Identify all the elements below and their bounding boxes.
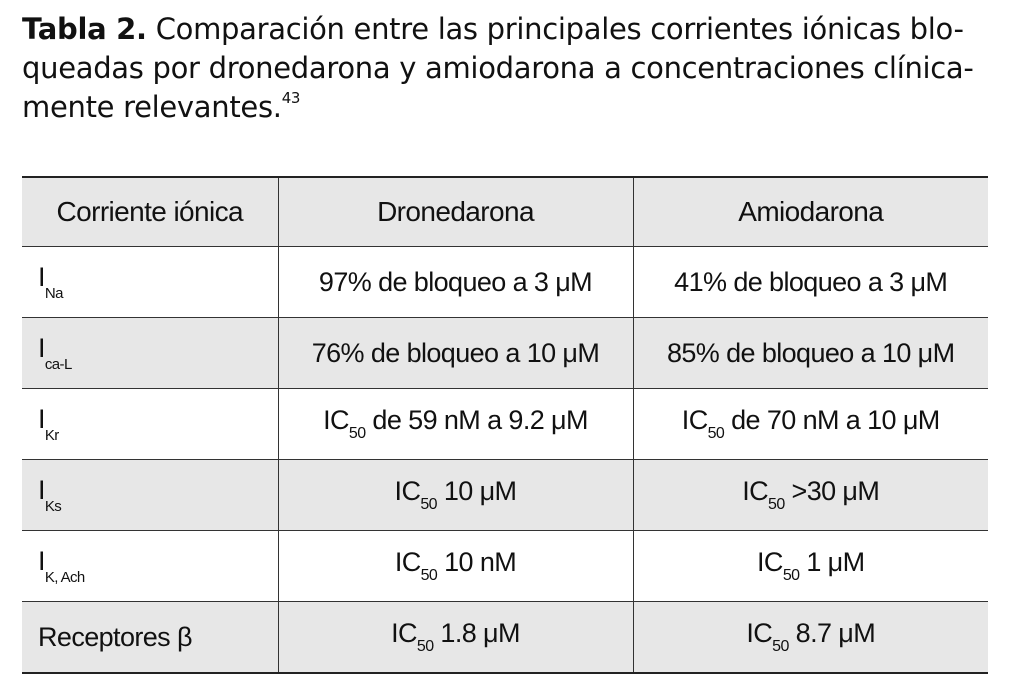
ic-label: IC	[394, 547, 421, 577]
value-text: 76% de bloqueo a 10 μM	[311, 337, 600, 368]
cell-amiodarona	[633, 531, 988, 602]
cell-dronedarona	[278, 602, 633, 674]
table-row	[22, 531, 988, 602]
current-subscript: K, Ach	[44, 569, 85, 586]
ic-subscript: 50	[772, 638, 789, 655]
cell-dronedarona	[278, 389, 633, 460]
value-text: 8.7 μM	[788, 618, 876, 648]
cell-amiodarona	[633, 247, 988, 318]
ic-label: IC	[394, 476, 421, 506]
ic-label: IC	[757, 547, 783, 577]
ic-label: IC	[681, 405, 708, 435]
table-caption	[22, 10, 1002, 127]
cell-dronedarona	[278, 318, 633, 389]
ic-label: IC	[391, 618, 417, 648]
value-text: de 70 nM a 10 μM	[724, 405, 940, 435]
ic-subscript: 50	[768, 496, 785, 513]
table-row	[22, 389, 988, 460]
ic-subscript: 50	[420, 567, 438, 584]
value-text: 41% de bloqueo a 3 μM	[674, 266, 948, 297]
ic-label: IC	[742, 476, 769, 506]
cell-corriente	[22, 531, 278, 602]
ic-subscript: 50	[420, 496, 437, 513]
cell-corriente	[22, 389, 278, 460]
current-subscript: Na	[44, 285, 63, 302]
current-subscript: Ks	[44, 498, 62, 515]
header-corriente: Corriente iónica	[22, 177, 278, 247]
cell-amiodarona	[633, 318, 988, 389]
cell-amiodarona	[633, 602, 988, 674]
table-row	[22, 318, 988, 389]
cell-amiodarona	[633, 460, 988, 531]
header-amiodarona: Amiodarona	[633, 177, 988, 247]
current-symbol: I	[38, 262, 45, 292]
cell-dronedarona	[278, 531, 633, 602]
ic-subscript: 50	[707, 425, 725, 442]
caption-reference: 43	[281, 89, 301, 107]
cell-dronedarona	[278, 247, 633, 318]
table-row	[22, 602, 988, 674]
cell-dronedarona	[278, 460, 633, 531]
ic-subscript: 50	[348, 425, 366, 442]
value-text: 85% de bloqueo a 10 μM	[666, 337, 955, 368]
comparison-table	[22, 176, 988, 674]
value-text: de 59 nM a 9.2 μM	[365, 405, 588, 435]
table-row	[22, 247, 988, 318]
cell-corriente	[22, 460, 278, 531]
value-text: 10 μM	[436, 476, 517, 506]
ic-subscript: 50	[416, 638, 434, 655]
caption-text: Comparación entre las principales corrientes iónicas blo-queadas por dronedarona y amiodarona a concentraciones clínica-mente relevantes.	[22, 12, 974, 124]
current-subscript: Kr	[44, 427, 59, 444]
header-dronedarona: Dronedarona	[278, 177, 633, 247]
current-subscript: ca-L	[44, 356, 72, 373]
current-symbol: Receptores β	[38, 621, 192, 652]
value-text: 10 nM	[437, 547, 517, 577]
value-text: 97% de bloqueo a 3 μM	[318, 266, 593, 297]
ic-label: IC	[746, 618, 773, 648]
value-text: >30 μM	[784, 476, 880, 506]
ic-label: IC	[323, 405, 349, 435]
current-symbol: I	[38, 475, 45, 505]
cell-corriente	[22, 318, 278, 389]
table-header-row	[22, 177, 988, 247]
value-text: 1 μM	[799, 547, 865, 577]
cell-corriente	[22, 602, 278, 674]
caption-label: Tabla 2.	[22, 12, 147, 46]
ic-subscript: 50	[782, 567, 800, 584]
current-symbol: I	[38, 333, 45, 363]
current-symbol: I	[38, 546, 45, 576]
table-row	[22, 460, 988, 531]
value-text: 1.8 μM	[433, 618, 520, 648]
cell-amiodarona	[633, 389, 988, 460]
cell-corriente	[22, 247, 278, 318]
current-symbol: I	[38, 404, 45, 434]
